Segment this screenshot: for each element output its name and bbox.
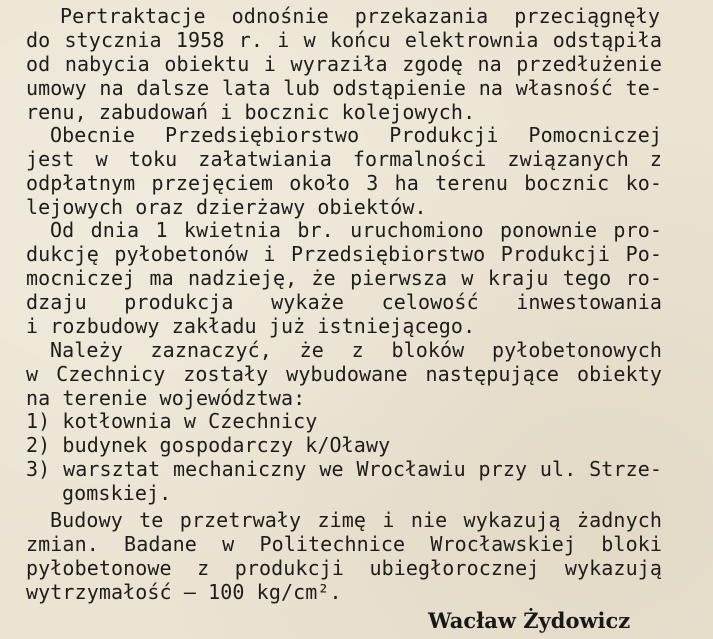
text-line: jest w toku załatwiania formalności związanych z [26, 147, 662, 171]
text-line: wytrzymałość — 100 kg/cm². [26, 580, 342, 604]
text-line: gomskiej. [62, 481, 172, 505]
text-line: renu, zabudowań i bocznic kolejowych. [26, 100, 476, 124]
text-line: i rozbudowy zakładu już istniejącego. [26, 314, 476, 338]
text-line: zmian. Badane w Politechnice Wrocławskiej bloki [26, 532, 662, 556]
text-line: dzaju produkcja wykaże celowość inwestowania [26, 290, 662, 314]
text-line: odpłatnym przejęciem około 3 ha terenu bocznic ko- [26, 171, 662, 195]
text-line: Od dnia 1 kwietnia br. uruchomiono ponownie pro- [50, 218, 662, 242]
text-line: lejowych oraz dzierżawy obiektów. [26, 195, 427, 219]
text-line: Obecnie Przedsiębiorstwo Produkcji Pomocniczej [50, 123, 662, 147]
text-line: Budowy te przetrwały zimę i nie wykazują żadnych [50, 508, 662, 532]
text-line: Należy zaznaczyć, że z bloków pyłobetonowych [50, 338, 662, 362]
text-line: umowy na dalsze lata lub odstąpienie na własność te- [26, 76, 662, 100]
text-line: dukcję pyłobetonów i Przedsiębiorstwo Produkcji Po- [26, 242, 662, 266]
list-item: 3) warsztat mechaniczny we Wrocławiu przy ul. Strze- [26, 457, 662, 481]
text-line: Pertraktacje odnośnie przekazania przeciągnęły [60, 4, 660, 28]
text-line: pyłobetonowe z produkcji ubiegłorocznej wykazują [26, 556, 662, 580]
list-item: 2) budynek gospodarczy k/Oławy [26, 433, 391, 457]
author-signature: Wacław Żydowicz [428, 608, 631, 633]
text-line: do stycznia 1958 r. i w końcu elektrownia odstąpiła [26, 28, 662, 52]
text-line: od nabycia obiektu i wyraziła zgodę na przedłużenie [26, 52, 662, 76]
text-line: w Czechnicy zostały wybudowane następujące obiekty [26, 362, 662, 386]
text-line: na terenie województwa: [26, 386, 306, 410]
text-line: mocniczej ma nadzieję, że pierwsza w kraju tego ro- [26, 266, 662, 290]
list-item: 1) kotłownia w Czechnicy [26, 409, 318, 433]
